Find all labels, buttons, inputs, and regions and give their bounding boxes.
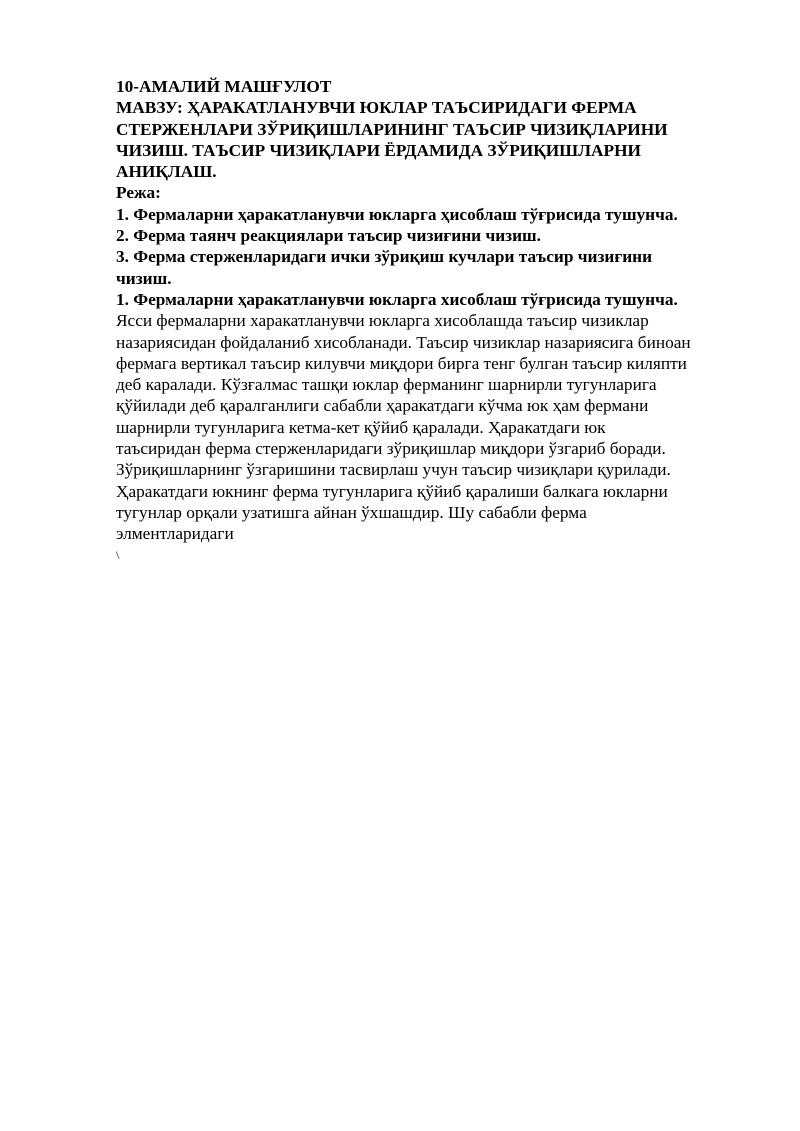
plan-item: 2. Ферма таянч реакциялари таъсир чизиғини чизиш. xyxy=(116,226,541,246)
body-paragraph xyxy=(116,310,756,544)
heading-line: АНИҚЛАШ. xyxy=(116,162,217,182)
body-line: фермага вертикал таъсир килувчи миқдори бирга тенг булган таъсир киляпти xyxy=(116,353,687,373)
plan-item: 1. Фермаларни ҳаракатланувчи юкларга ҳисоблаш тўғрисида тушунча. xyxy=(116,204,678,224)
trailing-mark: \ xyxy=(116,547,120,562)
body-line: Ҳаракатдаги юкнинг ферма тугунларига қўйиб қаралиши балкага юкларни xyxy=(116,481,668,501)
body-line: назариясидан фойдаланиб хисобланади. Таъсир чизиклар назариясига биноан xyxy=(116,332,691,352)
body-line: деб каралади. Кўзғалмас ташқи юклар ферманинг шарнирли тугунларига xyxy=(116,375,657,395)
body-line: тугунлар орқали узатишга айнан ўхшашдир. Шу сабабли ферма xyxy=(116,502,587,522)
body-line: Ясси фермаларни харакатланувчи юкларга хисоблашда таъсир чизиклар xyxy=(116,311,649,331)
body-line: Зўриқишларнинг ўзгаришини тасвирлаш учун таъсир чизиқлари қурилади. xyxy=(116,460,671,480)
plan-label: Режа: xyxy=(116,183,161,203)
document-heading xyxy=(116,76,756,182)
heading-line: 10-АМАЛИЙ МАШҒУЛОТ xyxy=(116,77,332,96)
plan-item: чизиш. xyxy=(116,268,172,288)
document-page xyxy=(116,76,756,563)
body-line: элментларидаги xyxy=(116,524,234,544)
plan-list xyxy=(116,204,756,289)
body-line: шарнирли тугунларига кетма-кет қўйиб қаралади. Ҳаракатдаги юк xyxy=(116,417,606,437)
body-line: қўйилади деб қаралганлиги сабабли ҳаракатдаги кўчма юк ҳам фермани xyxy=(116,396,649,416)
body-line: таъсиридан ферма стерженларидаги зўриқишлар миқдори ўзгариб боради. xyxy=(116,439,666,459)
plan-item: 3. Ферма стерженларидаги ички зўриқиш кучлари таъсир чизиғини xyxy=(116,247,653,267)
section-heading: 1. Фермаларни ҳаракатланувчи юкларга хисоблаш тўғрисида тушунча. xyxy=(116,289,678,309)
heading-line: СТЕРЖЕНЛАРИ ЗЎРИҚИШЛАРИНИНГ ТАЪСИР ЧИЗИҚЛАРИНИ xyxy=(116,119,668,139)
heading-line: ЧИЗИШ. ТАЪСИР ЧИЗИҚЛАРИ ЁРДАМИДА ЗЎРИҚИШЛАРНИ xyxy=(116,140,641,160)
heading-line: МАВЗУ: ҲАРАКАТЛАНУВЧИ ЮКЛАР ТАЪСИРИДАГИ ФЕРМА xyxy=(116,98,637,118)
